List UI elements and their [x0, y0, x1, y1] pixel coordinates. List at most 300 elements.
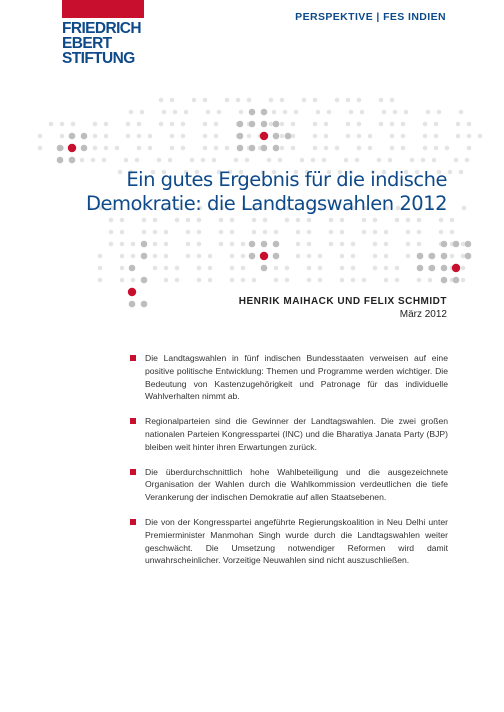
map-dot: [307, 254, 312, 259]
map-dot: [212, 158, 217, 163]
bullet-square-icon: [130, 355, 136, 361]
map-dot: [71, 122, 76, 127]
map-dot: [126, 134, 131, 139]
map-dot: [170, 98, 175, 103]
map-dot: [461, 254, 466, 259]
map-dot: [128, 288, 136, 296]
map-dot: [181, 134, 186, 139]
map-dot: [261, 241, 268, 248]
map-dot: [390, 134, 395, 139]
map-dot: [384, 242, 389, 247]
map-dot: [384, 230, 389, 235]
map-dot: [302, 98, 307, 103]
map-dot: [465, 253, 472, 260]
map-dot: [153, 242, 158, 247]
map-dot: [69, 157, 76, 164]
map-dot: [285, 278, 290, 283]
map-dot: [190, 158, 195, 163]
map-dot: [186, 254, 191, 259]
map-dot: [346, 122, 351, 127]
map-dot: [417, 265, 424, 272]
map-dot: [395, 278, 400, 283]
map-dot: [38, 146, 43, 151]
map-dot: [135, 158, 140, 163]
map-dot: [379, 98, 384, 103]
map-dot: [162, 110, 167, 115]
map-dot: [313, 122, 318, 127]
map-dot: [318, 266, 323, 271]
map-dot: [453, 241, 460, 248]
map-dot: [441, 277, 448, 284]
map-dot: [384, 278, 389, 283]
map-dot: [230, 242, 235, 247]
map-dot: [98, 266, 103, 271]
map-dot: [401, 122, 406, 127]
map-dot: [313, 146, 318, 151]
map-dot: [313, 98, 318, 103]
map-dot: [109, 218, 114, 223]
map-dot: [93, 146, 98, 151]
map-dot: [280, 134, 285, 139]
map-dot: [214, 146, 219, 151]
map-dot: [274, 278, 279, 283]
map-dot: [137, 122, 142, 127]
map-dot: [109, 242, 114, 247]
map-dot: [404, 110, 409, 115]
map-dot: [445, 146, 450, 151]
map-dot: [395, 266, 400, 271]
map-dot: [324, 122, 329, 127]
map-dot: [131, 278, 136, 283]
map-dot: [417, 253, 424, 260]
map-dot: [390, 98, 395, 103]
map-dot: [206, 110, 211, 115]
series-tag: PERSPEKTIVE | FES INDIEN: [295, 11, 446, 23]
logo-line-2: EBERT: [62, 35, 112, 52]
map-dot: [91, 158, 96, 163]
map-dot: [57, 145, 64, 152]
map-dot: [267, 158, 272, 163]
map-dot: [439, 218, 444, 223]
map-dot: [285, 266, 290, 271]
map-dot: [329, 230, 334, 235]
map-dot: [120, 266, 125, 271]
map-dot: [49, 122, 54, 127]
map-dot: [351, 254, 356, 259]
map-dot: [384, 254, 389, 259]
map-dot: [406, 242, 411, 247]
map-dot: [230, 266, 235, 271]
map-dot: [390, 146, 395, 151]
map-dot: [98, 254, 103, 259]
map-dot: [467, 122, 472, 127]
map-dot: [241, 278, 246, 283]
map-dot: [324, 146, 329, 151]
map-dot: [437, 110, 442, 115]
map-dot: [249, 253, 256, 260]
map-dot: [368, 146, 373, 151]
map-dot: [214, 134, 219, 139]
map-dot: [393, 110, 398, 115]
author-block: [239, 296, 447, 320]
map-dot: [252, 218, 257, 223]
map-dot: [278, 158, 283, 163]
map-dot: [296, 254, 301, 259]
map-dot: [335, 98, 340, 103]
map-dot: [249, 145, 256, 152]
map-dot: [357, 122, 362, 127]
map-dot: [344, 158, 349, 163]
map-dot: [129, 265, 136, 272]
map-dot: [384, 266, 389, 271]
map-dot: [454, 158, 459, 163]
map-dot: [249, 121, 256, 128]
map-dot: [219, 230, 224, 235]
map-dot: [467, 146, 472, 151]
bullet-text: Die von der Kongresspartei angeführte Regierungskoalition in Neu Delhi unter Premierminister Manmohan Singh wurde durch die Landtagswahlen weiter geschwächt. Die Umsetzung notwendiger Reformen wird damit unwahrscheinlicher. Vorzeitige Neuwahlen sind nicht auszuschließen.: [145, 516, 448, 566]
title-line-1: Ein gutes Ergebnis für die indische: [126, 168, 447, 191]
map-dot: [429, 253, 436, 260]
map-dot: [273, 121, 280, 128]
map-dot: [291, 146, 296, 151]
map-dot: [283, 110, 288, 115]
map-dot: [340, 242, 345, 247]
map-dot: [230, 218, 235, 223]
map-dot: [201, 158, 206, 163]
map-dot: [291, 122, 296, 127]
summary-bullet: [130, 352, 448, 403]
map-dot: [459, 170, 464, 175]
map-dot: [340, 230, 345, 235]
logo-line-1: FRIEDRICH: [62, 20, 141, 37]
map-dot: [126, 122, 131, 127]
map-dot: [322, 158, 327, 163]
map-dot: [137, 134, 142, 139]
map-dot: [269, 122, 274, 127]
map-dot: [104, 122, 109, 127]
map-dot: [214, 122, 219, 127]
map-dot: [159, 98, 164, 103]
map-dot: [234, 158, 239, 163]
map-dot: [261, 121, 268, 128]
map-dot: [357, 146, 362, 151]
map-dot: [186, 242, 191, 247]
map-dot: [355, 158, 360, 163]
map-dot: [203, 134, 208, 139]
map-dot: [249, 241, 256, 248]
map-dot: [60, 134, 65, 139]
map-dot: [373, 266, 378, 271]
map-dot: [217, 110, 222, 115]
map-dot: [164, 254, 169, 259]
map-dot: [373, 242, 378, 247]
logo-line-3: STIFTUNG: [62, 50, 135, 67]
map-dot: [441, 241, 448, 248]
map-dot: [142, 230, 147, 235]
map-dot: [349, 110, 354, 115]
map-dot: [93, 122, 98, 127]
map-dot: [429, 265, 436, 272]
map-dot: [181, 146, 186, 151]
map-dot: [104, 134, 109, 139]
map-dot: [131, 242, 136, 247]
map-dot: [401, 146, 406, 151]
summary-bullet: [130, 415, 448, 453]
map-dot: [439, 230, 444, 235]
publication-date: März 2012: [399, 309, 447, 320]
map-dot: [423, 122, 428, 127]
bullet-text: Die überdurchschnittlich hohe Wahlbeteiligung und die ausgezeichnete Organisation der Wahlen durch die Wahlkommission verdeutlichen die tiefe Verankerung der indischen Demokratie auf allen Staatsebenen.: [145, 466, 448, 503]
map-dot: [441, 265, 448, 272]
map-dot: [379, 122, 384, 127]
map-dot: [170, 146, 175, 151]
map-dot: [434, 146, 439, 151]
map-dot: [157, 158, 162, 163]
author-names: HENRIK MAIHACK UND FELIX SCHMIDT: [238, 296, 447, 307]
map-dot: [120, 242, 125, 247]
map-dot: [129, 110, 134, 115]
map-dot: [60, 122, 65, 127]
bullet-square-icon: [130, 519, 136, 525]
map-dot: [153, 254, 158, 259]
map-dot: [434, 122, 439, 127]
map-dot: [153, 230, 158, 235]
map-dot: [461, 278, 466, 283]
map-dot: [237, 121, 244, 128]
map-dot: [450, 230, 455, 235]
map-dot: [168, 158, 173, 163]
map-dot: [351, 266, 356, 271]
map-dot: [340, 278, 345, 283]
map-dot: [318, 254, 323, 259]
map-dot: [357, 134, 362, 139]
map-dot: [382, 110, 387, 115]
map-dot: [269, 98, 274, 103]
map-dot: [307, 266, 312, 271]
map-dot: [296, 218, 301, 223]
map-dot: [247, 134, 252, 139]
map-dot: [197, 278, 202, 283]
map-dot: [478, 134, 483, 139]
map-dot: [307, 230, 312, 235]
map-dot: [272, 110, 277, 115]
map-dot: [351, 278, 356, 283]
title-line-2: Demokratie: die Landtagswahlen 2012: [85, 192, 447, 215]
map-dot: [93, 134, 98, 139]
map-dot: [241, 242, 246, 247]
map-dot: [109, 230, 114, 235]
map-dot: [296, 230, 301, 235]
map-dot: [208, 266, 213, 271]
map-dot: [164, 266, 169, 271]
map-dot: [406, 230, 411, 235]
map-dot: [141, 301, 148, 308]
summary-bullet: [130, 516, 448, 567]
map-dot: [175, 278, 180, 283]
map-dot: [252, 230, 257, 235]
map-dot: [294, 110, 299, 115]
map-dot: [340, 218, 345, 223]
map-dot: [373, 230, 378, 235]
map-dot: [459, 110, 464, 115]
map-dot: [186, 218, 191, 223]
map-dot: [346, 98, 351, 103]
map-dot: [181, 122, 186, 127]
map-dot: [245, 158, 250, 163]
map-dot: [357, 98, 362, 103]
map-dot: [153, 266, 158, 271]
map-dot: [307, 242, 312, 247]
map-dot: [335, 146, 340, 151]
map-dot: [263, 230, 268, 235]
map-dot: [175, 218, 180, 223]
map-dot: [462, 206, 467, 211]
map-dot: [68, 144, 76, 152]
map-dot: [247, 98, 252, 103]
map-dot: [329, 218, 334, 223]
map-dot: [197, 230, 202, 235]
map-dot: [360, 110, 365, 115]
map-dot: [261, 109, 268, 116]
map-dot: [81, 133, 88, 140]
map-dot: [137, 146, 142, 151]
map-dot: [148, 134, 153, 139]
map-dot: [417, 218, 422, 223]
map-dot: [203, 146, 208, 151]
map-dot: [423, 146, 428, 151]
map-dot: [203, 98, 208, 103]
map-dot: [346, 134, 351, 139]
map-dot: [448, 170, 453, 175]
map-dot: [432, 158, 437, 163]
map-dot: [184, 110, 189, 115]
map-dot: [141, 277, 148, 284]
map-dot: [173, 110, 178, 115]
map-dot: [280, 122, 285, 127]
map-dot: [296, 242, 301, 247]
bullet-square-icon: [130, 469, 136, 475]
map-dot: [140, 110, 145, 115]
map-dot: [401, 134, 406, 139]
map-dot: [164, 242, 169, 247]
map-dot: [452, 264, 460, 272]
map-dot: [450, 254, 455, 259]
map-dot: [417, 242, 422, 247]
map-dot: [230, 230, 235, 235]
summary-bullets: [130, 352, 448, 579]
map-dot: [252, 278, 257, 283]
map-dot: [104, 146, 109, 151]
map-dot: [362, 230, 367, 235]
map-dot: [170, 134, 175, 139]
map-dot: [236, 98, 241, 103]
map-dot: [120, 278, 125, 283]
map-dot: [38, 134, 43, 139]
map-dot: [208, 254, 213, 259]
summary-bullet: [130, 466, 448, 504]
map-dot: [260, 132, 268, 140]
map-dot: [102, 158, 107, 163]
map-dot: [340, 254, 345, 259]
map-dot: [219, 218, 224, 223]
map-dot: [318, 278, 323, 283]
map-dot: [316, 110, 321, 115]
map-dot: [373, 218, 378, 223]
map-dot: [141, 253, 148, 260]
map-dot: [417, 278, 422, 283]
map-dot: [80, 158, 85, 163]
map-dot: [148, 146, 153, 151]
map-dot: [395, 218, 400, 223]
map-dot: [170, 122, 175, 127]
map-dot: [285, 218, 290, 223]
map-dot: [230, 278, 235, 283]
map-dot: [197, 266, 202, 271]
map-dot: [239, 110, 244, 115]
map-dot: [164, 278, 169, 283]
map-dot: [373, 254, 378, 259]
map-dot: [141, 241, 148, 248]
map-dot: [120, 230, 125, 235]
map-dot: [307, 218, 312, 223]
map-dot: [329, 242, 334, 247]
map-dot: [153, 218, 158, 223]
map-dot: [421, 158, 426, 163]
map-dot: [241, 254, 246, 259]
map-dot: [208, 278, 213, 283]
map-dot: [280, 98, 285, 103]
map-dot: [390, 122, 395, 127]
map-dot: [159, 122, 164, 127]
map-dot: [426, 110, 431, 115]
map-dot: [313, 134, 318, 139]
map-dot: [273, 133, 280, 140]
map-dot: [186, 230, 191, 235]
map-dot: [197, 242, 202, 247]
map-dot: [311, 158, 316, 163]
map-dot: [388, 158, 393, 163]
map-dot: [362, 278, 367, 283]
map-dot: [423, 134, 428, 139]
map-dot: [300, 158, 305, 163]
map-dot: [120, 218, 125, 223]
map-dot: [261, 265, 268, 272]
map-dot: [197, 218, 202, 223]
bullet-text: Die Landtagswahlen in fünf indischen Bundesstaaten verweisen auf eine positive politische Entwicklung: Themen und Programme werden wichtiger. Die Bedeutung von Kastenzugehörigkeit und Patronage für das individuelle Wahlverhalten nimmt ab.: [145, 353, 448, 402]
map-dot: [461, 242, 466, 247]
map-dot: [260, 252, 268, 260]
map-dot: [274, 266, 279, 271]
map-dot: [465, 241, 472, 248]
page-title: [27, 168, 447, 216]
map-dot: [142, 218, 147, 223]
map-dot: [280, 146, 285, 151]
map-dot: [291, 134, 296, 139]
map-dot: [237, 133, 244, 140]
map-dot: [120, 254, 125, 259]
map-dot: [351, 242, 356, 247]
map-dot: [115, 146, 120, 151]
map-dot: [98, 278, 103, 283]
map-dot: [273, 241, 280, 248]
map-dot: [124, 158, 129, 163]
map-dot: [456, 122, 461, 127]
map-dot: [340, 266, 345, 271]
map-dot: [450, 218, 455, 223]
map-dot: [307, 278, 312, 283]
map-dot: [273, 253, 280, 260]
map-dot: [428, 278, 433, 283]
